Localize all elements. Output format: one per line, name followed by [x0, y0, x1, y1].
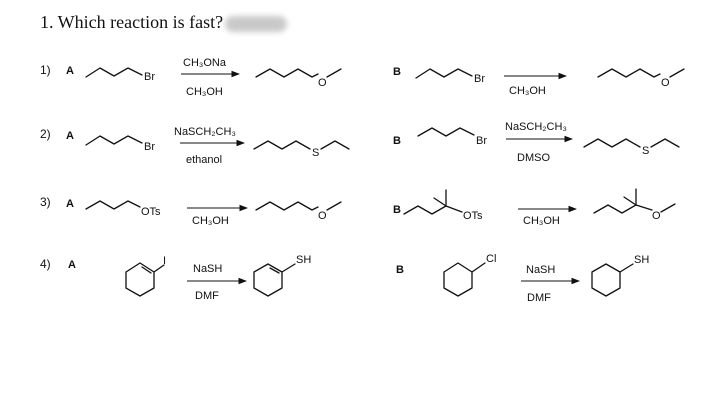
row2-number: 2) — [40, 127, 51, 141]
row2-b-product-chain — [584, 139, 640, 147]
row4-number: 4) — [40, 257, 51, 271]
row1-a-reagent-below: CH₃OH — [186, 86, 223, 98]
row3-b-reagent-below: CH₃OH — [523, 215, 560, 227]
row1-b-leaving-group: Br — [474, 73, 485, 85]
row3-label-b: B — [393, 204, 401, 216]
row4-label-b: B — [396, 264, 404, 276]
row4-b-product-atom: SH — [634, 254, 650, 266]
row4-a-product-bond-to-sh — [282, 264, 295, 272]
row4-a-substrate-ring — [126, 263, 154, 296]
row4-a-leaving-group: I — [163, 255, 167, 267]
row1-a-leaving-group: Br — [144, 71, 155, 83]
row4-b-reagent-above: NaSH — [526, 264, 556, 276]
row3-b-product-atom: O — [652, 210, 661, 222]
row3-b-substrate-chain — [404, 206, 462, 214]
row2-b-reagent-above: NaSCH₂CH₃ — [505, 121, 567, 133]
row2-a-product-atom: S — [312, 147, 320, 159]
row2-a-reagent-above: NaSCH₂CH₃ — [174, 126, 236, 138]
row2-b-product-ethyl — [651, 139, 679, 147]
row4-b-substrate-bond-to-cl — [472, 263, 485, 272]
question-title: 1. Which reaction is fast? — [40, 12, 224, 32]
row1-a-product-methyl — [327, 69, 341, 77]
row1-a-product-chain — [256, 69, 318, 77]
row3-number: 3) — [40, 195, 51, 209]
row2-a-leaving-group: Br — [144, 141, 155, 153]
row2-a-reagent-below: ethanol — [186, 154, 223, 166]
row2-b-reagent-below: DMSO — [517, 152, 550, 164]
row4-b-product-bond-to-sh — [620, 264, 633, 272]
row2-a-product-ethyl — [321, 141, 349, 149]
row2-a-substrate-chain — [86, 136, 142, 145]
row3-a-product-chain — [256, 202, 318, 210]
row3-label-a: A — [66, 198, 74, 210]
row2-b-product-atom: S — [642, 145, 650, 157]
row1-label-b: B — [393, 66, 401, 78]
row2-a-product-chain — [254, 141, 310, 149]
row4-b-product-ring — [592, 264, 620, 296]
row3-b-product-chain — [594, 205, 652, 213]
row4-b-leaving-group: Cl — [486, 253, 497, 265]
row2-label-b: B — [393, 135, 401, 147]
row3-b-product-methyl — [661, 204, 675, 212]
row4-a-product-double-bond — [270, 268, 279, 273]
row3-a-reagent-below: CH₃OH — [192, 215, 229, 227]
row1-a-substrate-chain — [86, 68, 142, 77]
row1-b-product-methyl — [670, 69, 684, 77]
row4-a-reagent-below: DMF — [195, 290, 219, 302]
row1-b-substrate-chain — [416, 69, 472, 78]
row4-label-a: A — [68, 259, 76, 271]
row2-b-substrate-chain — [418, 128, 474, 136]
row4-a-product-ring — [254, 264, 282, 296]
row4-a-product-atom: SH — [296, 254, 312, 266]
row4-b-reagent-below: DMF — [527, 292, 551, 304]
row2-b-leaving-group: Br — [476, 135, 487, 147]
row1-label-a: A — [66, 65, 74, 77]
row4-a-reagent-above: NaSH — [193, 263, 223, 275]
row1-number: 1) — [40, 63, 51, 77]
row3-a-product-methyl — [327, 202, 341, 210]
row3-b-leaving-group: OTs — [463, 210, 483, 222]
row3-b-substrate-methyl-left — [434, 198, 446, 206]
row3-a-substrate-chain — [86, 201, 140, 209]
row3-b-product-methyl-left — [624, 197, 636, 205]
row1-b-product-chain — [598, 69, 660, 77]
row1-a-reagent-above: CH₃ONa — [183, 57, 226, 69]
row4-b-substrate-ring — [444, 263, 472, 296]
row1-b-product-atom: O — [661, 77, 670, 89]
row2-label-a: A — [66, 130, 74, 142]
row1-a-product-atom: O — [318, 77, 327, 89]
row3-a-product-atom: O — [318, 210, 327, 222]
row1-b-reagent-below: CH₃OH — [509, 85, 546, 97]
row3-a-leaving-group: OTs — [141, 206, 161, 218]
